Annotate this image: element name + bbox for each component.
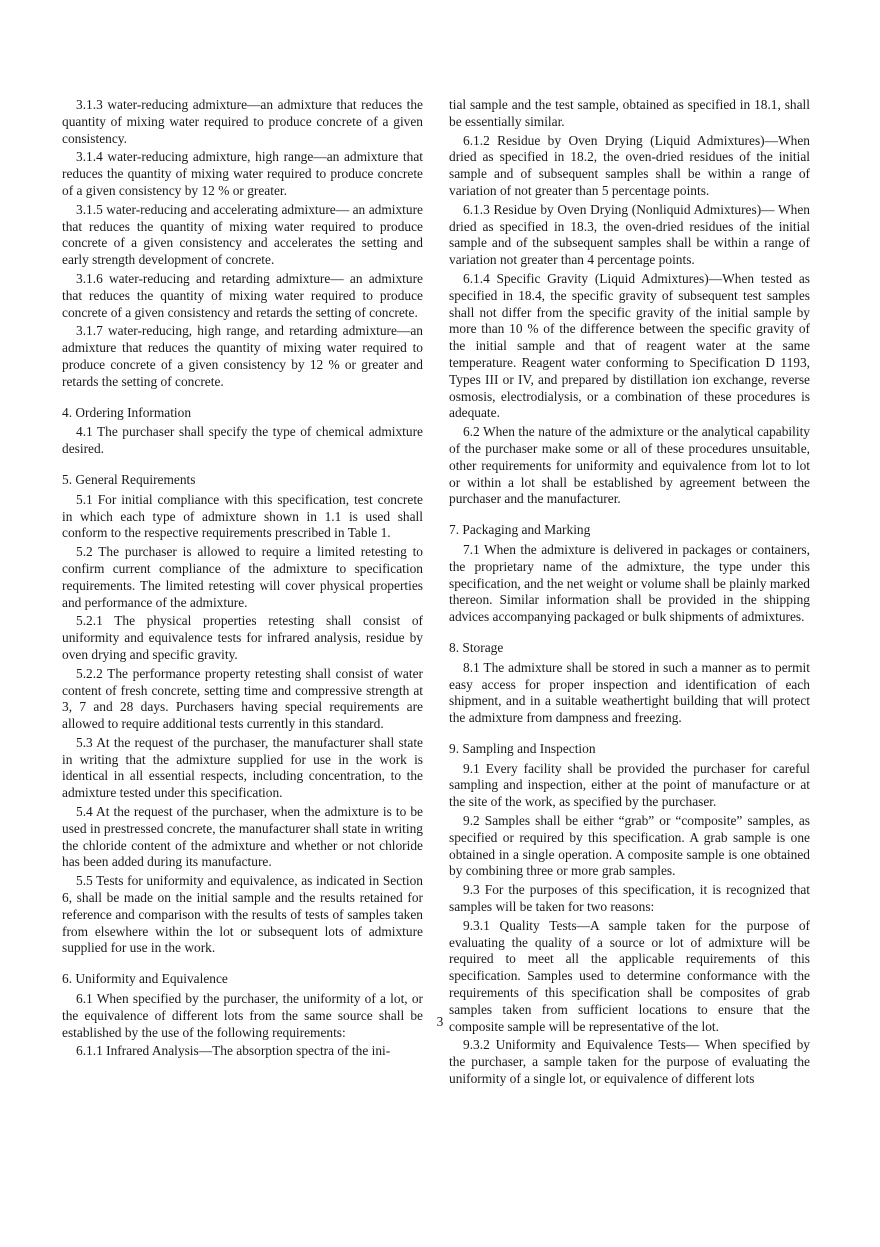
para-6-2: 6.2 When the nature of the admixture or the analytical capability of the purchaser make some or all of these procedures unsuitable, other requirements for uniformity and equivalence from lot to lot or within a lot shall be established by agreement between the purchaser and the manufacturer. — [449, 424, 810, 507]
para-9-3-1: 9.3.1 Quality Tests—A sample taken for the purpose of evaluating the quality of a source or lot of admixture will be required to meet all the applicable requirements of this specification. Samples used to determine conformance with the requirements of this specification shall be composites of grab samples taken from sufficient locations to ensure that the composite sample will be representative of the lot. — [449, 917, 810, 1034]
para-9-3: 9.3 For the purposes of this specification, it is recognized that samples will be taken for two reasons: — [449, 882, 810, 915]
para-5-4: 5.4 At the request of the purchaser, when the admixture is to be used in prestressed concrete, the manufacturer shall state in writing the chloride content of the admixture and whether or not chloride has been added during its manufacture. — [62, 804, 423, 870]
para-5-2-2: 5.2.2 The performance property retesting shall consist of water content of fresh concrete, setting time and compressive strength at 3, 7 and 28 days. Purchasers having special requirements are allowed to require additional tests currently in this standard. — [62, 665, 423, 732]
para-4-1: 4.1 The purchaser shall specify the type of chemical admixture desired. — [62, 424, 423, 457]
left-column — [62, 97, 423, 1062]
para-5-1: 5.1 For initial compliance with this specification, test concrete in which each type of admixture shown in 1.1 is used shall conform to the respective requirements prescribed in Table 1. — [62, 491, 423, 541]
right-column — [449, 97, 810, 1090]
para-5-3: 5.3 At the request of the purchaser, the manufacturer shall state in writing that the admixture supplied for use in the work is identical in all essential respects, including concentration, to the admixture tested under this specification. — [62, 734, 423, 801]
section-heading-5: 5. General Requirements — [62, 471, 196, 487]
para-3-1-3: 3.1.3 water-reducing admixture—an admixture that reduces the quantity of mixing water required to produce concrete of a given consistency. — [62, 97, 423, 146]
section-heading-9: 9. Sampling and Inspection — [449, 740, 596, 756]
para-3-1-6: 3.1.6 water-reducing and retarding admixture— an admixture that reduces the quantity of mixing water required to produce concrete of a given consistency and retards the setting of concrete. — [62, 270, 423, 320]
para-8-1: 8.1 The admixture shall be stored in such a manner as to permit easy access for proper inspection and identification of each shipment, and in a suitable weathertight building that will protect the admixture from dampness and freezing. — [449, 659, 810, 726]
para-3-1-5: 3.1.5 water-reducing and accelerating admixture— an admixture that reduces the quantity of mixing water required to produce concrete of a given consistency and accelerates the setting and early strength development of concrete. — [62, 201, 423, 268]
section-heading-6: 6. Uniformity and Equivalence — [62, 971, 228, 987]
para-9-3-2: 9.3.2 Uniformity and Equivalence Tests— When specified by the purchaser, a sample taken for the purpose of evaluating the uniformity of a single lot, or equivalence of different lots — [449, 1037, 810, 1087]
para-5-2: 5.2 The purchaser is allowed to require a limited retesting to confirm current compliance of the admixture to specification requirements. The limited retesting will cover physical properties and performance of the admixture. — [62, 544, 423, 610]
para-7-1: 7.1 When the admixture is delivered in packages or containers, the proprietary name of the admixture, the type under this specification, and the net weight or volume shall be plainly marked thereon. Similar information shall be provided in the shipping advices accompanying packaged or bulk shipments of admixtures. — [449, 541, 810, 625]
para-9-2: 9.2 Samples shall be either “grab” or “composite” samples, as specified or required by this specification. A grab sample is one obtained in a single operation. A composite sample is one obtained by combining three or more grab samples. — [449, 813, 810, 879]
para-3-1-7: 3.1.7 water-reducing, high range, and retarding admixture—an admixture that reduces the quantity of mixing water required to produce concrete of a given consistency by 12 % or greater and retards the setting of concrete. — [62, 323, 423, 389]
para-6-1-3: 6.1.3 Residue by Oven Drying (Nonliquid Admixtures)— When dried as specified in 18.3, the oven-dried residues of the initial sample and of the subsequent samples shall be within a range of variation not greater than 4 percentage points. — [449, 201, 810, 268]
para-5-5: 5.5 Tests for uniformity and equivalence, as indicated in Section 6, shall be made on the initial sample and the results retained for reference and comparison with the results of tests of samples taken from elsewhere within the lot or subsequent lots of admixture supplied for use in the work. — [62, 873, 423, 956]
para-9-1: 9.1 Every facility shall be provided the purchaser for careful sampling and inspection, either at the point of manufacture or at the site of the work, as specified by the purchaser. — [449, 760, 810, 810]
section-heading-7: 7. Packaging and Marking — [449, 522, 591, 538]
page-number: 3 — [436, 1014, 444, 1029]
para-6-1-2: 6.1.2 Residue by Oven Drying (Liquid Admixtures)—When dried as specified in 18.2, the oven-dried residues of the initial sample and of subsequent samples shall be within a range of variation of not greater than 5 percentage points. — [449, 132, 810, 198]
para-3-1-4: 3.1.4 water-reducing admixture, high range—an admixture that reduces the quantity of mixing water required to produce concrete of a given consistency by 12 % or greater. — [62, 149, 423, 198]
para-6-1: 6.1 When specified by the purchaser, the uniformity of a lot, or the equivalence of different lots from the same source shall be established by the use of the following requirements: — [62, 991, 423, 1040]
para-6-1-1-continued: tial sample and the test sample, obtained as specified in 18.1, shall be essentially similar. — [449, 97, 810, 129]
para-5-2-1: 5.2.1 The physical properties retesting shall consist of uniformity and equivalence tests for infrared analysis, residue by oven drying and specific gravity. — [62, 613, 423, 662]
para-6-1-4: 6.1.4 Specific Gravity (Liquid Admixtures)—When tested as specified in 18.4, the specific gravity of subsequent test samples shall not differ from the specific gravity of the initial sample by more than 10 % of the difference between the specific gravity of the initial sample and that of reagent water at the same temperature. Reagent water conforming to Specification D 1193, Types III or IV, and prepared by distillation ion exchange, reverse osmosis, electrodialysis, or a combination of these procedures is adequate. — [449, 270, 810, 421]
para-6-1-1: 6.1.1 Infrared Analysis—The absorption spectra of the ini- — [76, 1043, 391, 1059]
section-heading-4: 4. Ordering Information — [62, 404, 192, 420]
section-heading-8: 8. Storage — [449, 639, 504, 655]
